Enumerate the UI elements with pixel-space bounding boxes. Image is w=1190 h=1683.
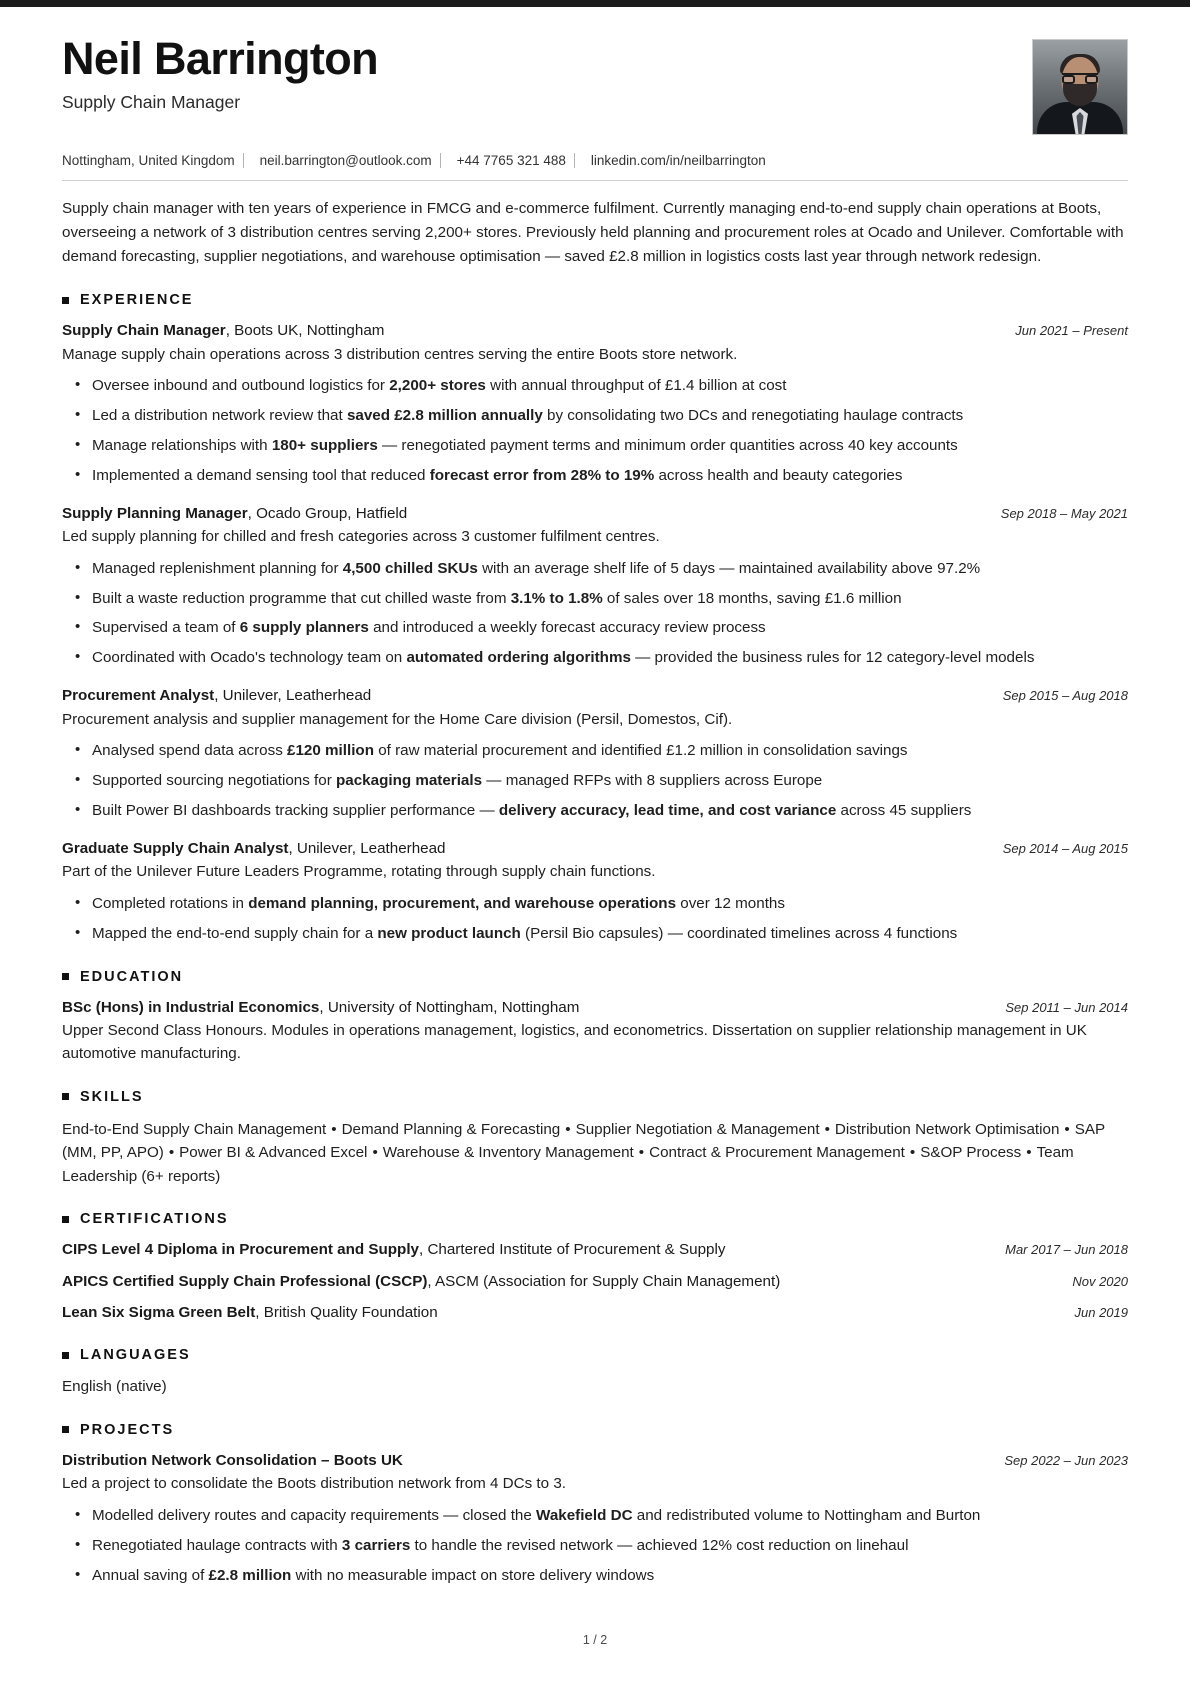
education-entry-list bbox=[62, 998, 1128, 1066]
experience-title: Supply Chain Manager, Boots UK, Nottingham bbox=[62, 322, 385, 340]
list-item: • Annual saving of £2.8 million with no measurable impact on store delivery windows bbox=[92, 1565, 1128, 1588]
list-item: • Modelled delivery routes and capacity requirements — closed the Wakefield DC and redistributed volume to Nottingham and Burton bbox=[92, 1505, 1128, 1528]
skill-separator-icon: • bbox=[824, 1120, 830, 1138]
section-heading-label: SKILLS bbox=[80, 1088, 144, 1105]
emphasis-text: new product launch bbox=[377, 924, 521, 942]
square-bullet-icon bbox=[62, 1093, 69, 1100]
contact-divider bbox=[243, 153, 244, 168]
certification-title: Lean Six Sigma Green Belt, British Quality Foundation bbox=[62, 1304, 438, 1322]
experience-date: Sep 2018 – May 2021 bbox=[1000, 505, 1128, 521]
contact-divider bbox=[440, 153, 441, 168]
skill-separator-icon: • bbox=[565, 1120, 571, 1138]
certification-date: Mar 2017 – Jun 2018 bbox=[1005, 1242, 1128, 1258]
skill-item: End-to-End Supply Chain Management bbox=[62, 1120, 327, 1138]
entry-description: Manage supply chain operations across 3 distribution centres serving the entire Boots store network. bbox=[62, 345, 738, 363]
experience-header bbox=[62, 504, 1128, 525]
list-item: • Led a distribution network review that saved £2.8 million annually by consolidating two DCs and renegotiating haulage contracts bbox=[92, 405, 1128, 428]
list-item: • Managed replenishment planning for 4,500 chilled SKUs with an average shelf life of 5 days — maintained availability above 97.2% bbox=[92, 558, 1128, 581]
experience-entry bbox=[62, 686, 1128, 823]
experience-bullet-list bbox=[62, 893, 1128, 946]
entry-description: Led supply planning for chilled and fresh categories across 3 customer fulfilment centres. bbox=[62, 528, 660, 546]
page-title: Neil Barrington bbox=[62, 33, 379, 84]
experience-header bbox=[62, 321, 1128, 342]
contact-divider bbox=[574, 153, 575, 168]
experience-title: Graduate Supply Chain Analyst, Unilever, Leatherhead bbox=[62, 839, 446, 857]
language-item: English (native) bbox=[62, 1378, 167, 1395]
experience-name: Supply Planning Manager bbox=[62, 504, 248, 522]
experience-bullet-list bbox=[62, 740, 1128, 822]
list-item: • Manage relationships with 180+ suppliers — renegotiated payment terms and minimum order quantities across 40 key accounts bbox=[92, 435, 1128, 458]
project-bullet-list bbox=[62, 1505, 1128, 1587]
list-item: • Renegotiated haulage contracts with 3 carriers to handle the revised network — achieved 12% cost reduction on linehaul bbox=[92, 1535, 1128, 1558]
contact-phone[interactable]: +44 7765 321 488 bbox=[456, 153, 566, 168]
skill-item: S&OP Process bbox=[920, 1144, 1022, 1162]
skill-separator-icon: • bbox=[1026, 1144, 1032, 1162]
section-heading-label: EDUCATION bbox=[80, 968, 184, 985]
experience-entry-list bbox=[62, 321, 1128, 946]
contact-bar bbox=[62, 153, 1128, 181]
skill-item: Warehouse & Inventory Management bbox=[382, 1144, 634, 1162]
section-education bbox=[62, 969, 1128, 1066]
certification-name: APICS Certified Supply Chain Professional (CSCP) bbox=[62, 1272, 428, 1290]
list-item: • Built Power BI dashboards tracking supplier performance — delivery accuracy, lead time, and cost variance across 45 suppliers bbox=[92, 800, 1128, 823]
square-bullet-icon bbox=[62, 1352, 69, 1359]
section-heading-languages bbox=[62, 1347, 1128, 1363]
emphasis-text: Wakefield DC bbox=[536, 1507, 633, 1525]
skill-item: Distribution Network Optimisation bbox=[834, 1120, 1060, 1138]
project-header bbox=[62, 1451, 1128, 1472]
education-date: Sep 2011 – Jun 2014 bbox=[1005, 999, 1128, 1015]
certification-row bbox=[62, 1303, 1128, 1324]
section-heading-label: CERTIFICATIONS bbox=[80, 1211, 229, 1228]
list-item: • Coordinated with Ocado's technology team on automated ordering algorithms — provided the business rules for 12 category-level models bbox=[92, 647, 1128, 670]
certification-date: Jun 2019 bbox=[1074, 1305, 1128, 1321]
page-footer: 1 / 2 bbox=[582, 1633, 608, 1647]
list-item: • Mapped the end-to-end supply chain for a new product launch (Persil Bio capsules) — coordinated timelines across 4 functions bbox=[92, 923, 1128, 946]
certification-name: CIPS Level 4 Diploma in Procurement and Supply bbox=[62, 1241, 419, 1259]
certification-name: Lean Six Sigma Green Belt bbox=[62, 1304, 256, 1322]
emphasis-text: 3.1% to 1.8% bbox=[510, 589, 603, 607]
emphasis-text: delivery accuracy, lead time, and cost variance bbox=[498, 801, 837, 819]
emphasis-text: £120 million bbox=[287, 742, 374, 760]
square-bullet-icon bbox=[62, 973, 69, 980]
skill-item: Supplier Negotiation & Management bbox=[575, 1120, 820, 1138]
emphasis-text: saved £2.8 million annually bbox=[346, 407, 543, 425]
section-heading-education bbox=[62, 969, 1128, 985]
skills-list bbox=[62, 1118, 1128, 1189]
emphasis-text: 180+ suppliers bbox=[271, 436, 378, 454]
list-item: • Built a waste reduction programme that cut chilled waste from 3.1% to 1.8% of sales over 18 months, saving £1.6 million bbox=[92, 588, 1128, 611]
experience-entry bbox=[62, 839, 1128, 946]
square-bullet-icon bbox=[62, 1216, 69, 1223]
section-certifications bbox=[62, 1211, 1128, 1324]
list-item: • Oversee inbound and outbound logistics for 2,200+ stores with annual throughput of £1.4 billion at cost bbox=[92, 375, 1128, 398]
square-bullet-icon bbox=[62, 1426, 69, 1433]
entry-description: Led a project to consolidate the Boots distribution network from 4 DCs to 3. bbox=[62, 1475, 566, 1493]
skill-separator-icon: • bbox=[331, 1120, 337, 1138]
list-item: • Completed rotations in demand planning, procurement, and warehouse operations over 12 months bbox=[92, 893, 1128, 916]
education-name: BSc (Hons) in Industrial Economics bbox=[62, 998, 320, 1016]
section-skills bbox=[62, 1089, 1128, 1189]
education-header bbox=[62, 998, 1128, 1019]
experience-entry bbox=[62, 321, 1128, 488]
avatar-glasses bbox=[1062, 73, 1098, 82]
experience-name: Procurement Analyst bbox=[62, 687, 215, 705]
skill-item: SAP (MM, PP, APO) bbox=[62, 1120, 1105, 1162]
square-bullet-icon bbox=[62, 297, 69, 304]
section-heading-projects bbox=[62, 1422, 1128, 1438]
emphasis-text: automated ordering algorithms bbox=[406, 649, 631, 667]
list-item: • Implemented a demand sensing tool that reduced forecast error from 28% to 19% across health and beauty categories bbox=[92, 465, 1128, 488]
emphasis-text: demand planning, procurement, and warehouse operations bbox=[248, 895, 677, 913]
section-heading-label: LANGUAGES bbox=[80, 1347, 191, 1363]
emphasis-text: 3 carriers bbox=[341, 1536, 411, 1554]
emphasis-text: 6 supply planners bbox=[239, 619, 369, 637]
experience-date: Sep 2014 – Aug 2015 bbox=[1002, 840, 1128, 856]
contact-email[interactable]: neil.barrington@outlook.com bbox=[259, 153, 432, 168]
section-heading-skills bbox=[62, 1089, 1128, 1105]
resume-header bbox=[62, 0, 1128, 135]
emphasis-text: 2,200+ stores bbox=[389, 377, 486, 395]
certification-title: CIPS Level 4 Diploma in Procurement and Supply, Chartered Institute of Procurement & Supply bbox=[62, 1241, 726, 1259]
entry-description: Upper Second Class Honours. Modules in operations management, logistics, and econometrics. Dissertation on supplier relationship management in UK automotive manufacturing. bbox=[62, 1022, 1087, 1062]
job-title: Supply Chain Manager bbox=[62, 91, 241, 112]
professional-summary: Supply chain manager with ten years of experience in FMCG and e-commerce fulfilment. Currently managing end-to-end supply chain operations at Boots, overseeing a network of 3 distribution centres serving 2,200+ stores. Previously held planning and procurement roles at Ocado and Unilever. Comfortable with demand forecasting, supplier negotiations, and warehouse optimisation — saved £2.8 million in logistics costs last year through network redesign. bbox=[62, 200, 1124, 266]
project-entry bbox=[62, 1451, 1128, 1588]
emphasis-text: forecast error from 28% to 19% bbox=[429, 466, 655, 484]
experience-title: Supply Planning Manager, Ocado Group, Hatfield bbox=[62, 504, 408, 522]
skill-separator-icon: • bbox=[638, 1144, 645, 1162]
header-text-block bbox=[62, 35, 1032, 113]
entry-description: Part of the Unilever Future Leaders Programme, rotating through supply chain functions. bbox=[62, 863, 656, 881]
emphasis-text: 4,500 chilled SKUs bbox=[342, 559, 478, 577]
education-entry bbox=[62, 998, 1128, 1066]
project-date: Sep 2022 – Jun 2023 bbox=[1004, 1452, 1128, 1468]
project-entry-list bbox=[62, 1451, 1128, 1588]
contact-location: Nottingham, United Kingdom bbox=[62, 153, 235, 168]
skill-separator-icon: • bbox=[909, 1144, 916, 1162]
list-item: • Analysed spend data across £120 million of raw material procurement and identified £1.2 million in consolidation savings bbox=[92, 740, 1128, 763]
experience-title: Procurement Analyst, Unilever, Leatherhead bbox=[62, 687, 372, 705]
contact-linkedin[interactable]: linkedin.com/in/neilbarrington bbox=[590, 153, 766, 168]
project-title bbox=[62, 1451, 403, 1472]
experience-date: Sep 2015 – Aug 2018 bbox=[1002, 688, 1128, 704]
skill-item: Demand Planning & Forecasting bbox=[341, 1120, 561, 1138]
certification-title: APICS Certified Supply Chain Professional (CSCP), ASCM (Association for Supply Chain Management) bbox=[62, 1272, 781, 1290]
experience-entry bbox=[62, 504, 1128, 671]
section-projects bbox=[62, 1422, 1128, 1588]
certification-list bbox=[62, 1240, 1128, 1324]
education-title: BSc (Hons) in Industrial Economics, University of Nottingham, Nottingham bbox=[62, 998, 580, 1016]
skill-separator-icon: • bbox=[372, 1144, 378, 1162]
experience-header bbox=[62, 686, 1128, 707]
section-heading-certifications bbox=[62, 1211, 1128, 1227]
skill-item: Power BI & Advanced Excel bbox=[179, 1144, 368, 1162]
skill-separator-icon: • bbox=[168, 1144, 175, 1162]
section-languages bbox=[62, 1347, 1128, 1399]
section-heading-label: PROJECTS bbox=[80, 1421, 175, 1438]
experience-header bbox=[62, 839, 1128, 860]
skill-separator-icon: • bbox=[1064, 1120, 1070, 1138]
certification-row bbox=[62, 1272, 1128, 1293]
skill-item: Contract & Procurement Management bbox=[649, 1144, 905, 1162]
experience-date: Jun 2021 – Present bbox=[1015, 323, 1128, 339]
experience-name: Graduate Supply Chain Analyst bbox=[62, 839, 289, 857]
certification-date: Nov 2020 bbox=[1072, 1273, 1128, 1289]
section-heading-experience bbox=[62, 292, 1128, 308]
list-item: • Supported sourcing negotiations for packaging materials — managed RFPs with 8 suppliers across Europe bbox=[92, 770, 1128, 793]
emphasis-text: packaging materials bbox=[336, 772, 483, 790]
avatar bbox=[1032, 39, 1128, 135]
page-top-accent-bar bbox=[0, 0, 1190, 7]
list-item: • Supervised a team of 6 supply planners and introduced a weekly forecast accuracy review process bbox=[92, 617, 1128, 640]
section-experience bbox=[62, 292, 1128, 946]
emphasis-text: £2.8 million bbox=[208, 1566, 292, 1584]
experience-bullet-list bbox=[62, 375, 1128, 487]
project-name: Distribution Network Consolidation – Boots UK bbox=[62, 1451, 403, 1469]
experience-name: Supply Chain Manager bbox=[62, 322, 226, 340]
experience-bullet-list bbox=[62, 558, 1128, 670]
skill-item: Team Leadership (6+ reports) bbox=[62, 1144, 1074, 1185]
certification-row bbox=[62, 1240, 1128, 1261]
section-heading-label: EXPERIENCE bbox=[80, 292, 194, 309]
entry-description: Procurement analysis and supplier management for the Home Care division (Persil, Domestos, Cif). bbox=[62, 710, 733, 728]
